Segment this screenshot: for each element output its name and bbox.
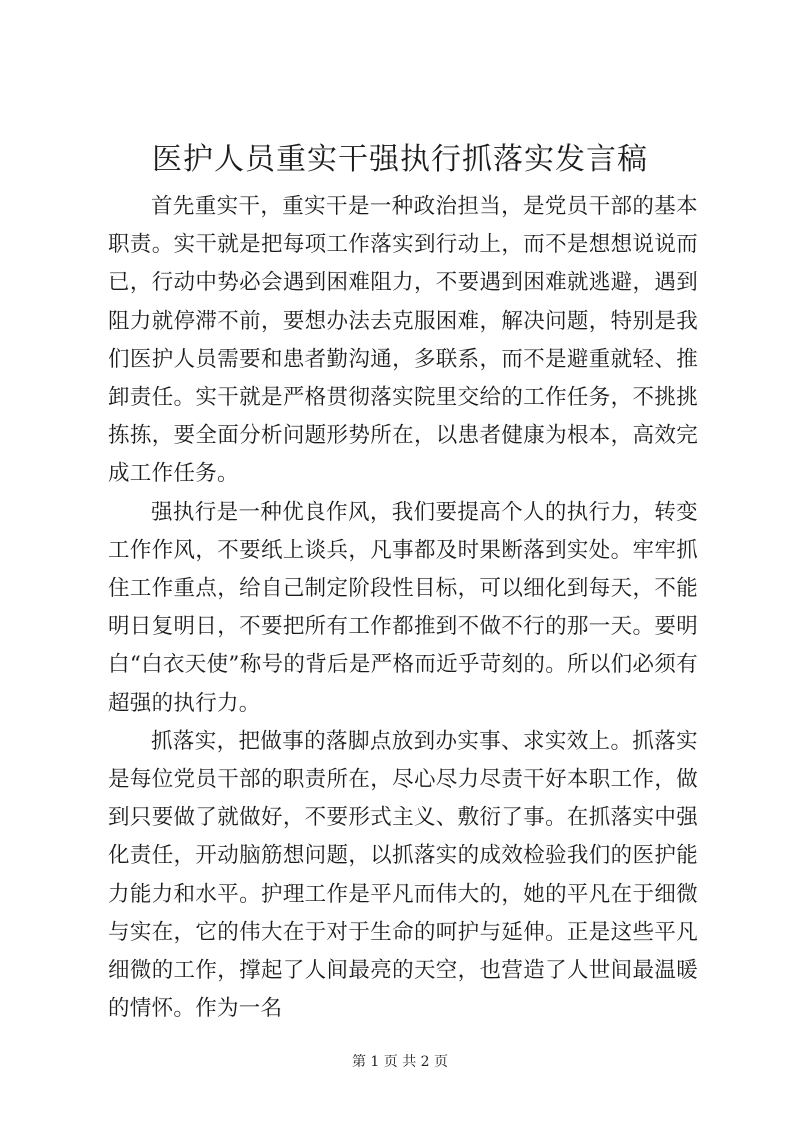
paragraph-2: 强执行是一种优良作风，我们要提高个人的执行力，转变工作作风，不要纸上谈兵，凡事都及时果断落到实处。牢牢抓住工作重点，给自己制定阶段性目标，可以细化到每天，不能明日复明日，不要把所有工作都推到不做不行的那一天。要明白“白衣天使”称号的背后是严格而近乎苛刻的。所以们必须有超强的执行力。 — [108, 499, 698, 716]
document-title: 医护人员重实干强执行抓落实发言稿 — [152, 142, 648, 177]
page-number-footer: 第 1 页 共 2 页 — [351, 1054, 449, 1070]
paragraph-3: 抓落实，把做事的落脚点放到办实事、求实效上。抓落实是每位党员干部的职责所在，尽心尽力尽责干好本职工作，做到只要做了就做好，不要形式主义、敷衍了事。在抓落实中强化责任，开动脑筋想问题，以抓落实的成效检验我们的医护能力能力和水平。护理工作是平凡而伟大的，她的平凡在于细微与实在，它的伟大在于对于生命的呵护与延伸。正是这些平凡细微的工作，撑起了人间最亮的天空，也营造了人世间最温暖的情怀。作为一名 — [108, 728, 698, 1022]
document-body — [108, 188, 698, 1028]
paragraph-1: 首先重实干，重实干是一种政治担当，是党员干部的基本职责。实干就是把每项工作落实到行动上，而不是想想说说而已，行动中势必会遇到困难阻力，不要遇到困难就逃避，遇到阻力就停滞不前，要想办法去克服困难，解决问题，特别是我们医护人员需要和患者勤沟通，多联系，而不是避重就轻、推卸责任。实干就是严格贯彻落实院里交给的工作任务，不挑挑拣拣，要全面分析问题形势所在，以患者健康为根本，高效完成工作任务。 — [108, 194, 698, 487]
